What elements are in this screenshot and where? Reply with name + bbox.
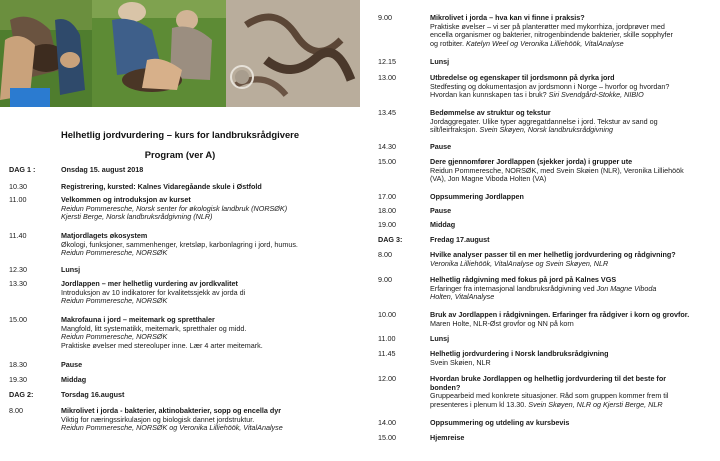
session-time: 11.00	[9, 195, 27, 204]
session-title: Jordlappen – mer helhetlig vurdering av jordkvalitet	[61, 279, 238, 288]
session-description: Jordaggregater. Ulike typer aggregatdannelse i jord. Tekstur av sand og	[430, 116, 658, 126]
session-speaker: Veronika Lilliehöök, VitalAnalyse og Svein Skøyen, NLR	[430, 258, 609, 268]
schedule-row	[9, 196, 355, 222]
schedule-row	[378, 236, 720, 245]
session-speaker: Reidun Pommeresche, NORSØK	[61, 332, 168, 342]
session-speaker: Svein Skøyen, Norsk landbruksrådgivning	[479, 125, 613, 135]
day-date: Onsdag 15. august 2018	[61, 165, 144, 174]
session-title: Helhetlig jordvurdering i Norsk landbruksrådgivning	[430, 349, 609, 358]
session-title: Pause	[430, 142, 452, 151]
session-description: Gruppearbeid med konkrete situasjoner. Råd som gruppen kommer frem til	[430, 391, 669, 401]
day-label: DAG 3:	[378, 235, 403, 244]
schedule-row	[378, 221, 720, 230]
schedule-row	[9, 183, 355, 192]
schedule-row	[9, 316, 355, 350]
session-title: Matjordlagets økosystem	[61, 231, 148, 240]
schedule-row	[378, 158, 720, 184]
schedule-row	[378, 434, 720, 443]
schedule-row	[9, 391, 355, 400]
session-title: Registrering, kursted: Kalnes Vidaregåande skule i Østfold	[61, 182, 262, 191]
session-time: 9.00	[378, 275, 392, 284]
session-description: Stedfesting og dokumentasjon av jordsmonn i Norge – hvorfor og hvordan?	[430, 81, 670, 91]
schedule-row	[378, 109, 720, 135]
session-title: Hvordan bruke Jordlappen og helhetlig jordvurdering til det beste for	[430, 374, 667, 383]
session-title: Utbredelse og egenskaper til jordsmonn på dyrka jord	[430, 73, 615, 82]
session-title: Pause	[61, 360, 83, 369]
session-time: 8.00	[378, 250, 392, 259]
session-time: 11.00	[378, 334, 396, 343]
program-subtitle: Program (ver A)	[144, 149, 216, 160]
session-speaker: Reidun Pommeresche, NORSØK	[61, 248, 168, 258]
session-time: 9.00	[378, 13, 392, 22]
session-time: 12.30	[9, 265, 27, 274]
session-description: Reidun Pommeresche, NORSØK, med Svein Skøien (NLR), Veronika Lilliehöök	[430, 165, 684, 175]
session-time: 10.30	[9, 182, 27, 191]
session-time: 14.00	[378, 418, 396, 427]
session-time: 10.00	[378, 310, 396, 319]
session-title: Lunsj	[430, 57, 450, 66]
session-description: (VA), Jon Magne Viboda Holten (VA)	[430, 174, 547, 184]
schedule-row	[378, 207, 720, 216]
session-speaker: Katelyn Weel og Veronika Lilliehöök, VitalAnalyse	[465, 38, 624, 48]
session-description: Introduksjon av 10 indikatorer for kvalitetssjekk av jorda di	[61, 287, 246, 297]
photo-strip	[0, 0, 360, 107]
session-time: 8.00	[9, 406, 23, 415]
session-time: 14.30	[378, 142, 396, 151]
schedule-row	[378, 14, 720, 48]
session-description: Praktiske øvelser – vi ser på planterøtter med mykorrhiza, jordprøver med	[430, 21, 665, 31]
session-title: bonden?	[430, 382, 461, 392]
session-title: Oppsummering og utdeling av kursbevis	[430, 418, 570, 427]
session-title: Mikrolivet i jorda - bakterier, aktinobakterier, sopp og encella dyr	[61, 406, 282, 415]
day-date: Fredag 17.august	[430, 235, 490, 244]
schedule-row	[378, 419, 720, 428]
program-left-column	[0, 107, 360, 461]
session-title: Middag	[430, 220, 456, 229]
session-description: Mangfold, litt systematikk, meitemark, spretthaler og midd.	[61, 323, 247, 333]
session-title: Helhetlig rådgivning med fokus på jord på Kalnes VGS	[430, 275, 617, 284]
session-description: Hvordan kan kunnskapen tas i bruk?	[430, 90, 549, 100]
schedule-row	[378, 375, 720, 409]
session-title: Bruk av Jordlappen i rådgivningen. Erfaringer fra rådgiver i korn og grovfor.	[430, 310, 690, 319]
session-description: Maren Holte, NLR-Øst grovfor og NN på korn	[430, 318, 574, 328]
session-title: Hvilke analyser passer til en mer helhetlig jordvurdering og rådgivning?	[430, 250, 676, 259]
photo-field-group	[92, 0, 226, 107]
schedule-row	[378, 311, 720, 328]
day-label: DAG 1 :	[9, 165, 36, 174]
schedule-row	[378, 143, 720, 152]
schedule-row	[378, 193, 720, 202]
session-time: 12.00	[378, 374, 396, 383]
session-time: 13.30	[9, 279, 27, 288]
schedule-row	[9, 407, 355, 433]
session-time: 18.00	[378, 206, 396, 215]
program-right-column	[372, 0, 720, 461]
session-speaker: Holten, VitalAnalyse	[430, 292, 495, 302]
day-label: DAG 2:	[9, 390, 34, 399]
schedule-row	[378, 58, 720, 67]
session-time: 18.30	[9, 360, 27, 369]
schedule-row	[9, 266, 355, 275]
schedule-row	[378, 350, 720, 367]
session-time: 13.45	[378, 108, 396, 117]
session-speaker: Reidun Pommeresche, Norsk senter for økologisk landbruk (NORSØK)	[61, 203, 288, 213]
day-date: Torsdag 16.august	[61, 390, 125, 399]
session-time: 19.30	[9, 375, 27, 384]
session-title: Pause	[430, 206, 452, 215]
session-speaker: Svein Skøyen, NLR og Kjersti Berge, NLR	[528, 399, 663, 409]
session-speaker: Reidun Pommeresche, NORSØK og Veronika Lilliehöök, VitalAnalyse	[61, 423, 283, 433]
photo-earthworms	[226, 0, 360, 107]
session-speaker: Reidun Pommeresche, NORSØK	[61, 296, 168, 306]
session-title: Bedømmelse av struktur og tekstur	[430, 108, 551, 117]
session-time: 19.00	[378, 220, 396, 229]
session-description: og rotbiter.	[430, 38, 466, 48]
session-time: 11.40	[9, 231, 27, 240]
session-description: encella organismer og bakterier, nitrogenbindende bakterier, skille sopphyfer	[430, 30, 673, 40]
schedule-row	[9, 166, 355, 175]
session-description: Praktiske øvelser med stereoluper inne. Lær 4 arter meitemark.	[61, 340, 263, 350]
session-time: 15.00	[378, 157, 396, 166]
session-time: 13.00	[378, 73, 396, 82]
session-speaker: Siri Svendgård-Stokke, NIBIO	[548, 90, 644, 100]
session-title: Makrofauna i jord – meitemark og spretthaler	[61, 315, 215, 324]
schedule-row	[378, 74, 720, 100]
session-title: Dere gjennomfører Jordlappen (sjekker jorda) i grupper ute	[430, 157, 633, 166]
session-title: Middag	[61, 375, 87, 384]
session-description: Økologi, funksjoner, sammenhenger, kretsløp, karbonlagring i jord, humus.	[61, 239, 298, 249]
session-speaker: Jon Magne Viboda	[596, 283, 657, 293]
session-time: 11.45	[378, 349, 396, 358]
session-description: presenteres i plenum kl 13.30.	[430, 399, 529, 409]
session-title: Lunsj	[430, 334, 450, 343]
photo-soil-sampling	[0, 0, 92, 107]
schedule-row	[9, 232, 355, 258]
session-description: silt/leirfraksjon.	[430, 125, 480, 135]
session-title: Mikrolivet i jorda – hva kan vi finne i praksis?	[430, 13, 585, 22]
session-title: Oppsummering Jordlappen	[430, 192, 524, 201]
session-time: 15.00	[378, 433, 396, 442]
session-speaker: Kjersti Berge, Norsk landbruksrådgivning (NLR)	[61, 212, 213, 222]
session-time: 12.15	[378, 57, 396, 66]
course-title: Helhetlig jordvurdering – kurs for landbruksrådgivere	[60, 129, 300, 140]
session-time: 15.00	[9, 315, 27, 324]
session-title: Hjemreise	[430, 433, 465, 442]
session-time: 17.00	[378, 192, 396, 201]
session-title: Lunsj	[61, 265, 81, 274]
session-description: Svein Skøien, NLR	[430, 357, 491, 367]
schedule-row	[378, 276, 720, 302]
schedule-row	[9, 376, 355, 385]
session-description: Viktig for næringssirkulasjon og biologisk dannet jordstruktur.	[61, 414, 255, 424]
session-title: Velkommen og introduksjon av kurset	[61, 195, 191, 204]
schedule-row	[9, 280, 355, 306]
session-description: Erfaringer fra internasjonal landbruksrådgivning ved	[430, 283, 597, 293]
schedule-row	[378, 335, 720, 344]
schedule-row	[9, 361, 355, 370]
schedule-row	[378, 251, 720, 268]
